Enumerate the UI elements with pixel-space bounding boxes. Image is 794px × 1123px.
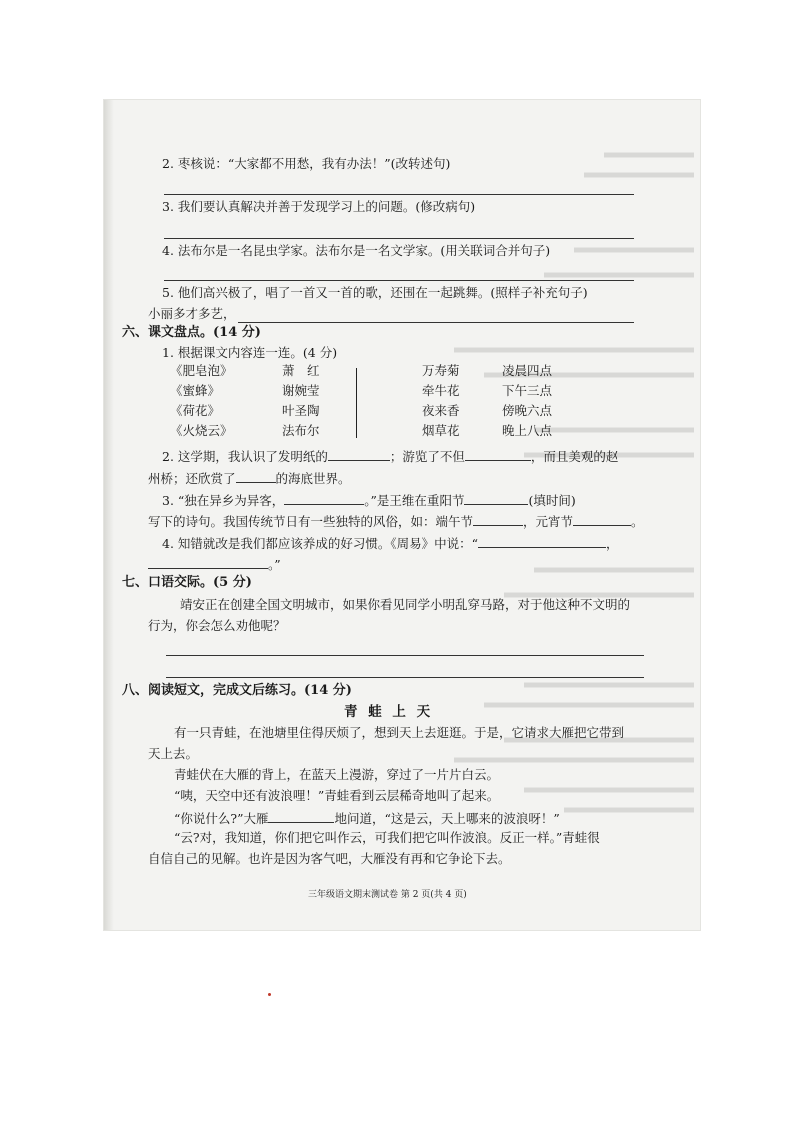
author-name[interactable]: 法布尔	[282, 423, 320, 438]
story-title: 青 蛙 上 天	[344, 704, 434, 720]
q2-text: ；游览了不但	[389, 449, 465, 464]
answer-line[interactable]	[166, 655, 644, 656]
story-paragraph: “咦，天空中还有波浪哩！”青蛙看到云层稀奇地叫了起来。	[174, 788, 500, 803]
story-paragraph: 自信自己的见解。也许是因为客气吧，大雁没有再和它争论下去。	[148, 851, 511, 866]
story-text: 地问道，“这是云，天上哪来的波浪呀！”	[334, 811, 560, 826]
answer-line[interactable]	[166, 677, 644, 678]
blank-time[interactable]	[464, 490, 528, 505]
question-5-prompt: 小丽多才多艺，	[148, 306, 236, 321]
section-6-q3-cont	[148, 511, 644, 531]
answer-line[interactable]	[164, 238, 634, 239]
red-speck	[268, 993, 271, 996]
section-6-title: 六、课文盘点。(14 分)	[122, 325, 261, 340]
q3-text: ，元宵节	[523, 514, 574, 529]
bloom-time[interactable]: 傍晚六点	[502, 403, 553, 418]
question-2: 2. 枣核说：“大家都不用愁，我有办法！”(改转述句)	[162, 156, 451, 171]
bloom-time[interactable]: 晚上八点	[502, 423, 553, 438]
section-8-title: 八、阅读短文，完成文后练习。(14 分)	[122, 683, 352, 698]
blank-lantern[interactable]	[573, 511, 631, 526]
book-title[interactable]: 《肥皂泡》	[170, 363, 233, 378]
q4-text: 。”	[268, 557, 281, 572]
section-6-q4	[162, 533, 619, 553]
book-title[interactable]: 《荷花》	[170, 403, 221, 418]
q3-text: 写下的诗句。我国传统节日有一些独特的风俗，如：端午节	[148, 514, 474, 529]
blank-inventor[interactable]	[328, 446, 390, 461]
q3-text: (填时间)	[528, 493, 576, 508]
section-6-q3	[162, 490, 576, 510]
q2-text: 州桥；还欣赏了	[148, 471, 236, 486]
blank-poem-line[interactable]	[284, 490, 364, 505]
page-footer: 三年级语文期末测试卷 第 2 页(共 4 页)	[308, 890, 467, 900]
q2-text: 的海底世界。	[275, 471, 351, 486]
section-7-text: 靖安正在创建全国文明城市，如果你看见同学小明乱穿马路，对于他这种不文明的	[180, 597, 631, 612]
blank-quote-2[interactable]	[148, 554, 268, 569]
blank-adverb[interactable]	[268, 808, 334, 823]
q3-text: 3. “独在异乡为异客，	[162, 493, 285, 508]
section-6-q2	[162, 446, 618, 466]
answer-line[interactable]	[238, 322, 634, 323]
book-title[interactable]: 《火烧云》	[170, 423, 233, 438]
divider-line	[356, 368, 357, 438]
exam-paper	[104, 100, 700, 930]
q4-text: ，	[606, 536, 619, 551]
flower-name[interactable]: 夜来香	[422, 403, 460, 418]
bloom-time[interactable]: 凌晨四点	[502, 363, 553, 378]
question-3: 3. 我们要认真解决并善于发现学习上的问题。(修改病句)	[162, 199, 476, 214]
q2-text: 2. 这学期，我认识了发明纸的	[162, 449, 328, 464]
author-name[interactable]: 谢婉莹	[282, 383, 320, 398]
book-title[interactable]: 《蜜蜂》	[170, 383, 221, 398]
blank-dragon-boat[interactable]	[473, 511, 523, 526]
answer-line[interactable]	[164, 194, 634, 195]
section-6-q1: 1. 根据课文内容连一连。(4 分)	[162, 345, 338, 360]
q3-text: 。”是王维在重阳节	[364, 493, 465, 508]
answer-line[interactable]	[164, 280, 634, 281]
author-name[interactable]: 叶圣陶	[282, 403, 320, 418]
section-7-title: 七、口语交际。(5 分)	[122, 575, 252, 590]
story-paragraph: 有一只青蛙，在池塘里住得厌烦了，想到天上去逛逛。于是，它请求大雁把它带到	[174, 725, 625, 740]
flower-name[interactable]: 牵牛花	[422, 383, 460, 398]
q4-text: 4. 知错就改是我们都应该养成的好习惯。《周易》中说：“	[162, 536, 479, 551]
section-6-q2-cont	[148, 468, 351, 488]
question-4: 4. 法布尔是一名昆虫学家。法布尔是一名文学家。(用关联词合并句子)	[162, 243, 551, 258]
q3-text: 。	[631, 514, 644, 529]
section-6-q4-cont	[148, 554, 281, 574]
story-paragraph	[174, 808, 560, 828]
q2-text: ，而且美观的赵	[530, 449, 619, 464]
blank-sea[interactable]	[236, 468, 276, 483]
story-paragraph: 天上去。	[148, 746, 199, 761]
story-text: “你说什么?”大雁	[174, 811, 269, 826]
story-paragraph: 青蛙伏在大雁的背上，在蓝天上漫游，穿过了一片片白云。	[174, 767, 500, 782]
story-paragraph: “云?对，我知道，你们把它叫作云，可我们把它叫作波浪。反正一样。”青蛙很	[174, 830, 600, 845]
section-7-text: 行为，你会怎么劝他呢？	[148, 618, 286, 633]
blank-quote-1[interactable]	[478, 533, 606, 548]
flower-name[interactable]: 烟草花	[422, 423, 460, 438]
author-name[interactable]: 萧 红	[282, 363, 320, 378]
question-5: 5. 他们高兴极了，唱了一首又一首的歌，还围在一起跳舞。(照样子补充句子)	[162, 285, 588, 300]
blank-bridge[interactable]	[465, 446, 531, 461]
bloom-time[interactable]: 下午三点	[502, 383, 553, 398]
flower-name[interactable]: 万寿菊	[422, 363, 460, 378]
